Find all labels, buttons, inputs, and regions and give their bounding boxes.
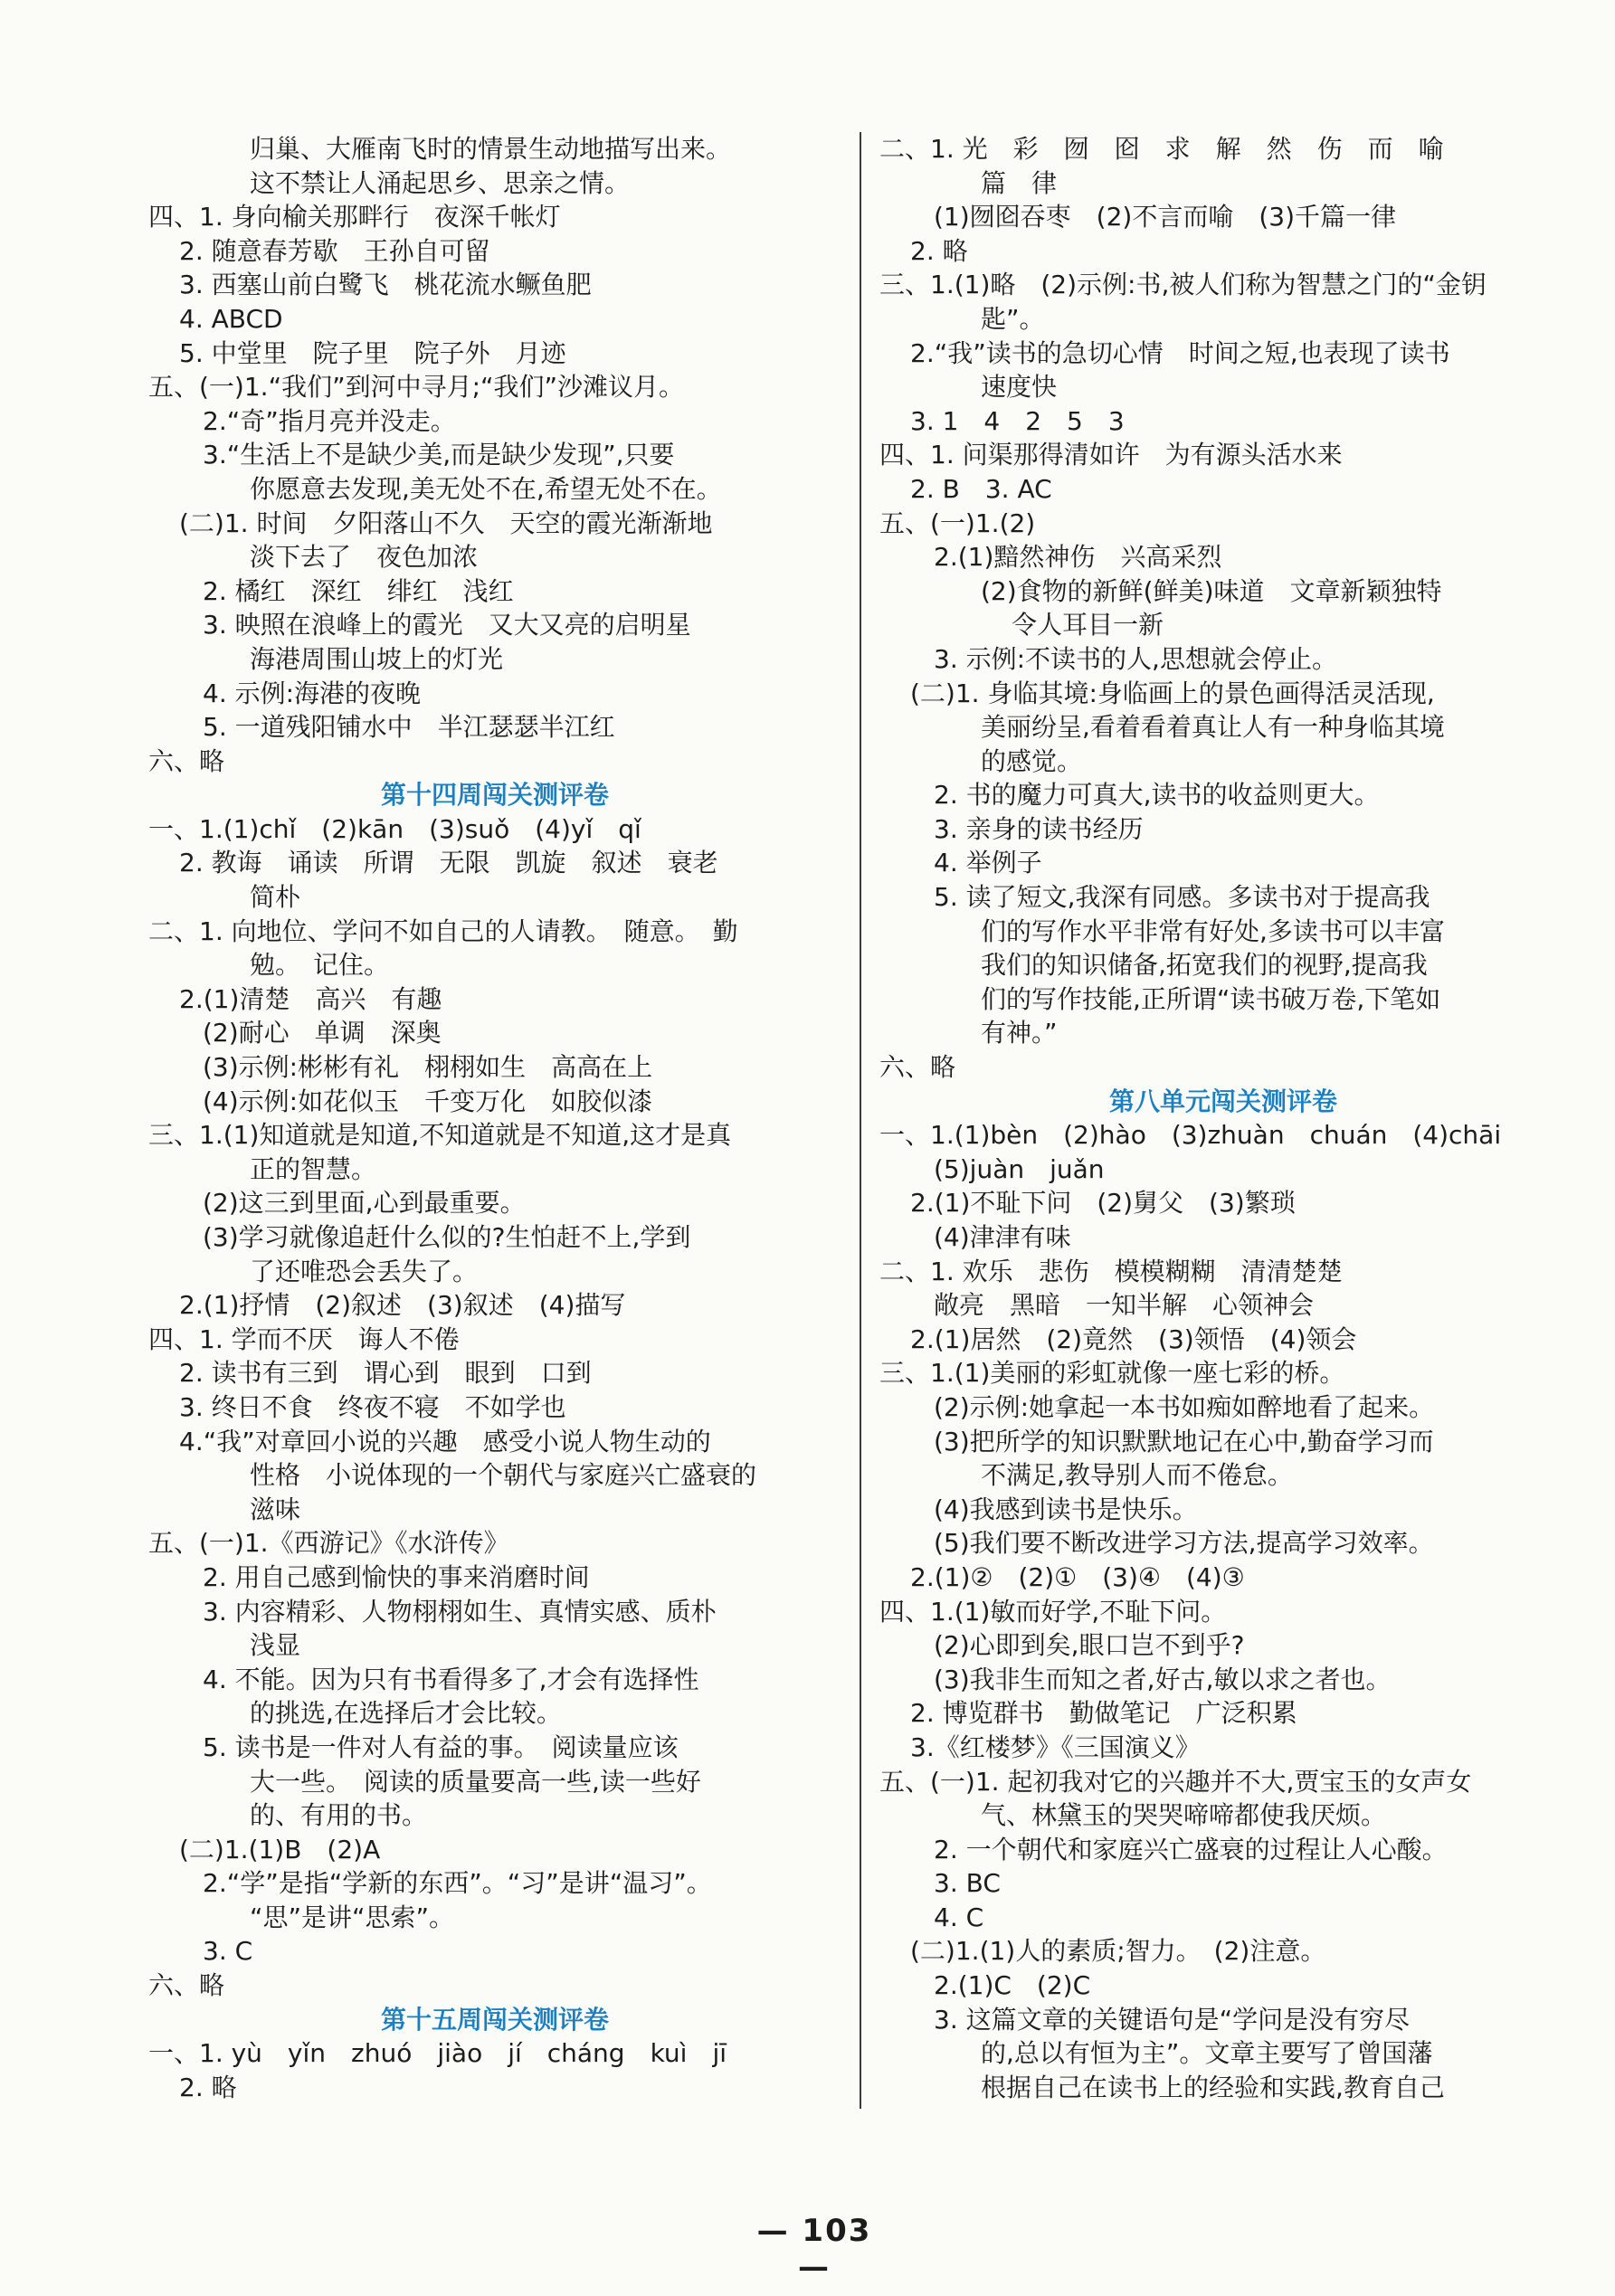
answer-line: 2. 略 xyxy=(910,235,968,266)
answer-line: (2)这三到里面,心到最重要。 xyxy=(203,1188,526,1219)
answer-line: 正的智慧。 xyxy=(250,1153,377,1184)
answer-line: 2. 随意春芳歇 王孙自可留 xyxy=(179,235,490,266)
answer-line: 三、1.(1)美丽的彩虹就像一座七彩的桥。 xyxy=(879,1358,1345,1389)
answer-line: 的,总以有恒为主”。文章主要写了曾国藩 xyxy=(981,2038,1433,2069)
answer-line: 根据自己在读书上的经验和实践,教育自己 xyxy=(981,2072,1445,2102)
answer-line: 有神。” xyxy=(981,1018,1058,1048)
answer-line: 四、1.(1)敏而好学,不耻下问。 xyxy=(879,1596,1227,1627)
answer-line: 的挑选,在选择后才会比较。 xyxy=(250,1698,562,1729)
answer-line: 4.“我”对章回小说的兴趣 感受小说人物生动的 xyxy=(179,1426,711,1456)
answer-line: 一、1. yù yǐn zhuó jiào jí cháng kuì jī xyxy=(148,2038,727,2069)
answer-line: (4)我感到读书是快乐。 xyxy=(934,1494,1198,1524)
answer-line: “思”是讲“思索”。 xyxy=(250,1902,455,1932)
answer-line: 5. 读书是一件对人有益的事。 阅读量应该 xyxy=(203,1731,679,1762)
answer-line: 5. 中堂里 院子里 院子外 月迹 xyxy=(179,337,566,368)
answer-line: 三、1.(1)知道就是知道,不知道就是不知道,这才是真 xyxy=(148,1120,732,1151)
answer-line: (3)我非生而知之者,好古,敏以求之者也。 xyxy=(934,1664,1392,1694)
answer-line: 2.(1)C (2)C xyxy=(934,1970,1091,2001)
answer-line: 们的写作水平非常有好处,多读书可以丰富 xyxy=(981,916,1445,946)
answer-line: 速度快 xyxy=(981,372,1058,403)
answer-line: 3. 终日不食 终夜不寝 不如学也 xyxy=(179,1391,566,1422)
answer-line: 你愿意去发现,美无处不在,希望无处不在。 xyxy=(250,473,722,504)
answer-line: (二)1. 身临其境:身临画上的景色画得活灵活现, xyxy=(910,678,1435,708)
answer-line: 勉。 记住。 xyxy=(250,950,390,981)
answer-line: 3. C xyxy=(203,1936,253,1967)
answer-line: 5. 一道残阳铺水中 半江瑟瑟半江红 xyxy=(203,712,615,743)
answer-line: 的、有用的书。 xyxy=(250,1800,428,1831)
answer-line: 四、1. 问渠那得清如许 为有源头活水来 xyxy=(879,440,1343,470)
answer-line: (4)示例:如花似玉 千变万化 如胶似漆 xyxy=(203,1086,653,1116)
answer-line: 五、(一)1.《西游记》《水浒传》 xyxy=(148,1528,509,1559)
answer-line: 匙”。 xyxy=(981,303,1045,334)
answer-line: 4. ABCD xyxy=(179,303,283,334)
answer-line: 篇 律 xyxy=(981,167,1058,198)
answer-line: 2.(1)黯然神伤 兴高采烈 xyxy=(934,542,1222,573)
answer-line: 2.(1)② (2)① (3)④ (4)③ xyxy=(910,1561,1245,1592)
answer-line: 五、(一)1.“我们”到河中寻月;“我们”沙滩议月。 xyxy=(148,372,685,403)
answer-line: 简朴 xyxy=(250,882,301,913)
answer-line: 3.“生活上不是缺少美,而是缺少发现”,只要 xyxy=(203,440,675,470)
answer-line: 大一些。 阅读的质量要高一些,读一些好 xyxy=(250,1766,701,1797)
section-heading: 第十五周闯关测评卷 xyxy=(380,2004,609,2035)
answer-line: 归巢、大雁南飞时的情景生动地描写出来。 xyxy=(250,134,732,164)
left-column xyxy=(148,132,841,2104)
answer-line: 我们的知识储备,拓宽我们的视野,提高我 xyxy=(981,950,1428,981)
answer-line: 滋味 xyxy=(250,1494,301,1524)
section-heading: 第八单元闯关测评卷 xyxy=(1108,1086,1337,1116)
answer-line: 3. 亲身的读书经历 xyxy=(934,813,1144,844)
answer-line: 4. 不能。因为只有书看得多了,才会有选择性 xyxy=(203,1664,699,1694)
answer-line: 2.(1)不耻下问 (2)舅父 (3)繁琐 xyxy=(910,1188,1296,1219)
answer-line: (2)心即到矣,眼口岂不到乎? xyxy=(934,1630,1245,1661)
answer-line: (4)津津有味 xyxy=(934,1222,1071,1252)
answer-line: (二)1.(1)B (2)A xyxy=(179,1834,381,1864)
answer-line: (5)juàn juǎn xyxy=(934,1153,1105,1184)
answer-line: 2. 读书有三到 谓心到 眼到 口到 xyxy=(179,1358,592,1389)
answer-line: 3. 示例:不读书的人,思想就会停止。 xyxy=(934,643,1337,674)
answer-line: 2. 略 xyxy=(179,2072,237,2102)
answer-line: 5. 读了短文,我深有同感。多读书对于提高我 xyxy=(934,882,1430,913)
answer-line: 六、略 xyxy=(148,745,225,776)
answer-line: 2. 橘红 深红 绯红 浅红 xyxy=(203,575,514,606)
answer-line: 淡下去了 夜色加浓 xyxy=(250,542,479,573)
answer-line: 美丽纷呈,看着看着真让人有一种身临其境 xyxy=(981,712,1445,743)
right-column xyxy=(879,132,1567,2104)
answer-line: 二、1. 欢乐 悲伤 模模糊糊 清清楚楚 xyxy=(879,1256,1343,1286)
answer-line: 3. 西塞山前白鹭飞 桃花流水鳜鱼肥 xyxy=(179,270,592,300)
answer-line: 4. 举例子 xyxy=(934,848,1042,878)
answer-line: 气、林黛玉的哭哭啼啼都使我厌烦。 xyxy=(981,1800,1387,1831)
answer-line: 3. 这篇文章的关键语句是“学问是没有穷尽 xyxy=(934,2004,1411,2035)
answer-line: 2. 书的魔力可真大,读书的收益则更大。 xyxy=(934,780,1380,811)
answer-line: 性格 小说体现的一个朝代与家庭兴亡盛衰的 xyxy=(250,1460,757,1491)
answer-line: 2. B 3. AC xyxy=(910,473,1052,504)
answer-line: 五、(一)1. 起初我对它的兴趣并不大,贾宝玉的女声女 xyxy=(879,1766,1472,1797)
answer-line: 不满足,教导别人而不倦怠。 xyxy=(981,1460,1293,1491)
answer-line: 们的写作技能,正所谓“读书破万卷,下笔如 xyxy=(981,983,1441,1014)
column-divider xyxy=(860,132,861,2109)
answer-line: 敞亮 黑暗 一知半解 心领神会 xyxy=(934,1290,1315,1321)
answer-line: 四、1. 学而不厌 诲人不倦 xyxy=(148,1324,460,1354)
answer-line: (5)我们要不断改进学习方法,提高学习效率。 xyxy=(934,1528,1434,1559)
answer-line: 一、1.(1)chǐ (2)kān (3)suǒ (4)yǐ qǐ xyxy=(148,813,641,844)
answer-line: 3.《红楼梦》《三国演义》 xyxy=(910,1731,1201,1762)
answer-line: (2)示例:她拿起一本书如痴如醉地看了起来。 xyxy=(934,1391,1435,1422)
answer-line: 二、1. 光 彩 囫 囵 求 解 然 伤 而 喻 xyxy=(879,134,1444,164)
answer-line: 3. 1 4 2 5 3 xyxy=(910,405,1125,436)
answer-line: 4. 示例:海港的夜晚 xyxy=(203,678,422,708)
answer-line: 令人耳目一新 xyxy=(1012,610,1164,640)
answer-line: 五、(一)1.(2) xyxy=(879,508,1036,538)
answer-line: (二)1.(1)人的素质;智力。 (2)注意。 xyxy=(910,1936,1326,1967)
answer-line: (2)耐心 单调 深奥 xyxy=(203,1018,442,1048)
answer-line: 2. 教诲 诵读 所谓 无限 凯旋 叙述 衰老 xyxy=(179,848,718,878)
answer-line: 3. 映照在浪峰上的霞光 又大又亮的启明星 xyxy=(203,610,691,640)
answer-line: 2.“学”是指“学新的东西”。“习”是讲“温习”。 xyxy=(203,1868,712,1899)
answer-line: 三、1.(1)略 (2)示例:书,被人们称为智慧之门的“金钥 xyxy=(879,270,1487,300)
answer-line: 3. BC xyxy=(934,1868,1001,1899)
answer-line: 3. 内容精彩、人物栩栩如生、真情实感、质朴 xyxy=(203,1596,717,1627)
answer-line: (3)把所学的知识默默地记在心中,勤奋学习而 xyxy=(934,1426,1434,1456)
answer-line: (3)示例:彬彬有礼 栩栩如生 高高在上 xyxy=(203,1052,653,1083)
answer-line: (3)学习就像追赶什么似的?生怕赶不上,学到 xyxy=(203,1222,691,1252)
answer-line: 一、1.(1)bèn (2)hào (3)zhuàn chuán (4)chāi xyxy=(879,1120,1502,1151)
answer-line: 海港周围山坡上的灯光 xyxy=(250,643,504,674)
answer-line: 2.(1)居然 (2)竟然 (3)领悟 (4)领会 xyxy=(910,1324,1357,1354)
answer-line: 六、略 xyxy=(879,1052,956,1083)
answer-line: 浅显 xyxy=(250,1630,301,1661)
answer-line: (2)食物的新鲜(鲜美)味道 文章新颖独特 xyxy=(981,575,1442,606)
section-heading: 第十四周闯关测评卷 xyxy=(380,780,609,811)
answer-line: 4. C xyxy=(934,1902,984,1932)
answer-line: 2.“奇”指月亮并没走。 xyxy=(203,405,456,436)
answer-line: (1)囫囵吞枣 (2)不言而喻 (3)千篇一律 xyxy=(934,202,1396,232)
answer-line: 的感觉。 xyxy=(981,745,1083,776)
answer-line: 六、略 xyxy=(148,1970,225,2001)
answer-line: 2.“我”读书的急切心情 时间之短,也表现了读书 xyxy=(910,337,1450,368)
answer-line: 2.(1)抒情 (2)叙述 (3)叙述 (4)描写 xyxy=(179,1290,626,1321)
answer-line: 2. 博览群书 勤做笔记 广泛积累 xyxy=(910,1698,1297,1729)
answer-line: 二、1. 向地位、学问不如自己的人请教。 随意。 勤 xyxy=(148,916,738,946)
answer-line: 了还唯恐会丢失了。 xyxy=(250,1256,479,1286)
answer-line: 2. 用自己感到愉快的事来消磨时间 xyxy=(203,1561,590,1592)
answer-line: 2.(1)清楚 高兴 有趣 xyxy=(179,983,442,1014)
answer-line: 四、1. 身向榆关那畔行 夜深千帐灯 xyxy=(148,202,561,232)
page-number: — 103 — xyxy=(756,2213,872,2285)
answer-line: 这不禁让人涌起思乡、思亲之情。 xyxy=(250,167,631,198)
answer-line: 2. 一个朝代和家庭兴亡盛衰的过程让人心酸。 xyxy=(934,1834,1448,1864)
answer-line: (二)1. 时间 夕阳落山不久 天空的霞光渐渐地 xyxy=(179,508,713,538)
